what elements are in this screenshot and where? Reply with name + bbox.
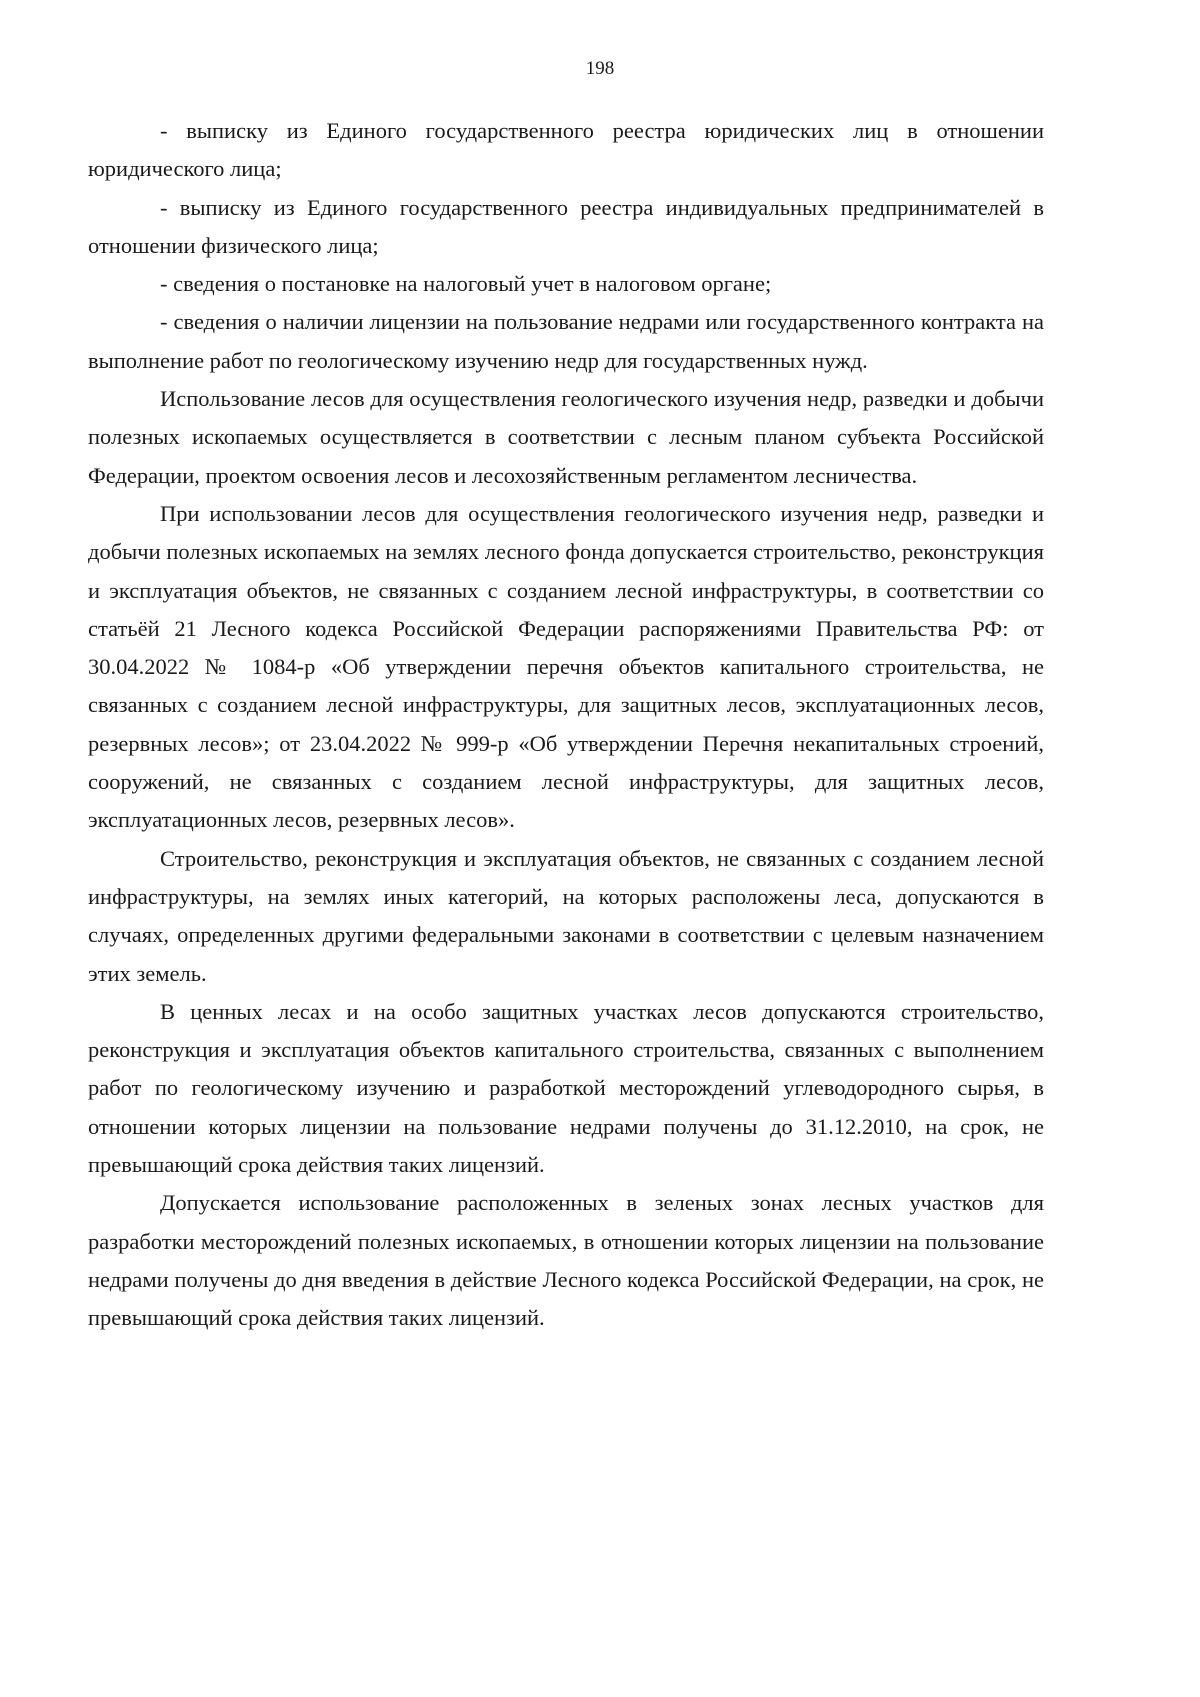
paragraph-list-item-egrul: - выписку из Единого государственного реестра юридических лиц в отношении юридического лица; xyxy=(88,118,1044,182)
paragraph-construction-forest-fund: При использовании лесов для осуществления геологического изучения недр, разведки и добычи полезных ископаемых на землях лесного фонда допускается строительство, реконструкция и эксплуатация объектов, не связанных с созданием лесной инфраструктуры, в соответствии со статьёй 21 Лесного кодекса Российской Федерации распоряжениями Правительства РФ: от 30.04.2022 № 1084-р «Об утверждении перечня объектов капитального строительства, не связанных с созданием лесной инфраструктуры, для защитных лесов, эксплуатационных лесов, резервных лесов»; от 23.04.2022 № 999-р «Об утверждении Перечня некапитальных строений, сооружений, не связанных с созданием лесной инфраструктуры, для защитных лесов, эксплуатационных лесов, резервных лесов». xyxy=(88,500,1044,833)
paragraph-list-item-tax: - сведения о постановке на налоговый учет в налоговом органе; xyxy=(160,271,772,297)
document-body xyxy=(88,112,1044,1338)
paragraph-list-item-license: - сведения о наличии лицензии на пользование недрами или государственного контракта на выполнение работ по геологическому изучению недр для государственных нужд. xyxy=(88,309,1044,373)
paragraph-list-item-egrip: - выписку из Единого государственного реестра индивидуальных предпринимателей в отношении физического лица; xyxy=(88,194,1044,258)
paragraph-forest-use: Использование лесов для осуществления геологического изучения недр, разведки и добычи полезных ископаемых осуществляется в соответствии с лесным планом субъекта Российской Федерации, проектом освоения лесов и лесохозяйственным регламентом лесничества. xyxy=(88,386,1044,488)
paragraph-valuable-forests: В ценных лесах и на особо защитных участках лесов допускаются строительство, реконструкция и эксплуатация объектов капитального строительства, связанных с выполнением работ по геологическому изучению и разработкой месторождений углеводородного сырья, в отношении которых лицензии на пользование недрами получены до 31.12.2010, на срок, не превышающий срока действия таких лицензий. xyxy=(88,998,1044,1178)
paragraph-green-zones: Допускается использование расположенных в зеленых зонах лесных участков для разработки месторождений полезных ископаемых, в отношении которых лицензии на пользование недрами получены до дня введения в действие Лесного кодекса Российской Федерации, на срок, не превышающий срока действия таких лицензий. xyxy=(88,1190,1044,1331)
paragraph-construction-other-lands: Строительство, реконструкция и эксплуатация объектов, не связанных с созданием лесной инфраструктуры, на землях иных категорий, на которых расположены леса, допускаются в случаях, определенных другими федеральными законами в соответствии с целевым назначением этих земель. xyxy=(88,845,1044,986)
page-number: 198 xyxy=(585,58,615,79)
